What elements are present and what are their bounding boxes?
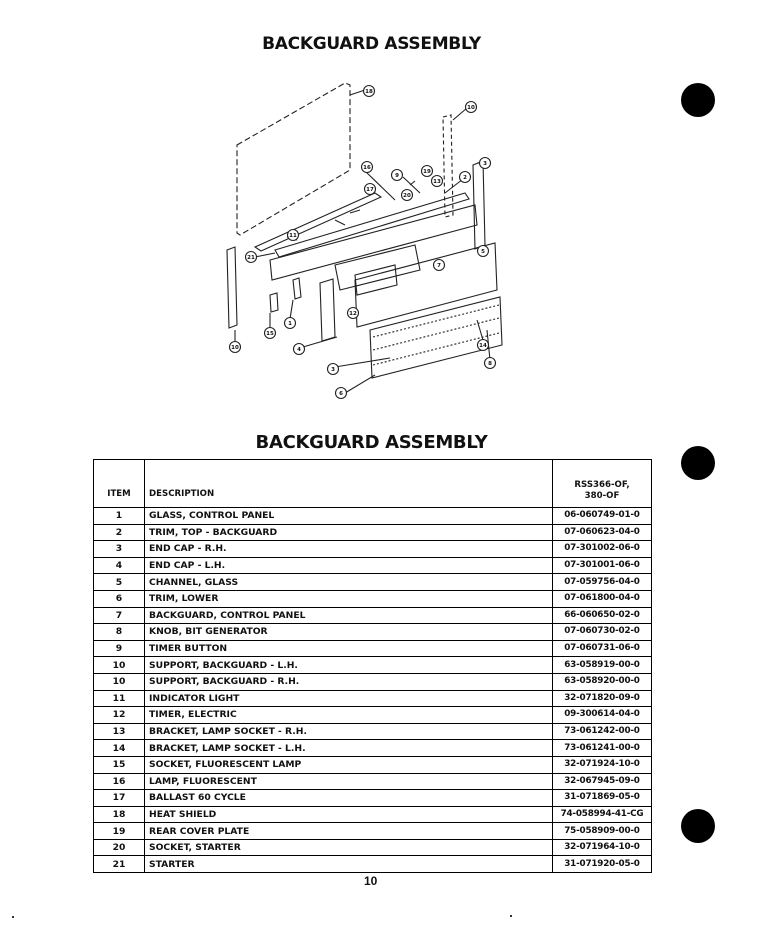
table-row [94,723,652,740]
table-row [94,773,652,790]
header-part-line1: RSS366-OF, [574,480,630,490]
cell-description: HEAT SHIELD [145,806,553,823]
cell-part-number: 73-061241-00-0 [553,740,652,757]
cell-item: 6 [94,590,145,607]
cell-part-number: 74-058994-41-CG [553,806,652,823]
cell-description: BRACKET, LAMP SOCKET - L.H. [145,740,553,757]
cell-item: 14 [94,740,145,757]
cell-part-number: 07-061800-04-0 [553,590,652,607]
callout-19-label: 19 [423,169,431,176]
cell-description: END CAP - L.H. [145,557,553,574]
cell-description: BRACKET, LAMP SOCKET - R.H. [145,723,553,740]
cell-description: BACKGUARD, CONTROL PANEL [145,607,553,624]
table-row [94,640,652,657]
header-description: DESCRIPTION [145,460,553,508]
channel-glass [255,193,381,251]
callout-20-label: 20 [403,193,411,200]
callout-15-label: 15 [266,331,274,338]
exploded-assembly-diagram [215,75,515,405]
cell-item: 11 [94,690,145,707]
callout-11-label: 11 [289,233,297,240]
table-row [94,690,652,707]
callout-9-label: 9 [395,173,399,180]
table-row [94,756,652,773]
cell-part-number: 63-058920-00-0 [553,673,652,690]
cell-description: STARTER [145,856,553,873]
support-backguard-rh [443,115,453,217]
cell-description: CHANNEL, GLASS [145,574,553,591]
table-row [94,624,652,641]
table-row [94,839,652,856]
callout-8-label: 8 [488,361,492,368]
parts-table [93,459,652,873]
cell-item: 16 [94,773,145,790]
cell-description: REAR COVER PLATE [145,823,553,840]
callout-6-label: 6 [339,391,343,398]
table-row [94,607,652,624]
table-row [94,823,652,840]
cell-description: LAMP, FLUORESCENT [145,773,553,790]
cell-description: SOCKET, STARTER [145,839,553,856]
cell-item: 3 [94,541,145,558]
page-number: 10 [364,874,378,888]
cell-part-number: 31-071869-05-0 [553,790,652,807]
table-row [94,574,652,591]
table-row [94,541,652,558]
table-row [94,524,652,541]
socket-fluorescent [293,278,301,299]
cell-part-number: 75-058909-00-0 [553,823,652,840]
callout-2-label: 2 [463,175,467,182]
cell-part-number: 32-071820-09-0 [553,690,652,707]
cell-part-number: 09-300614-04-0 [553,707,652,724]
cell-part-number: 32-071924-10-0 [553,756,652,773]
callout-17-label: 17 [366,187,374,194]
cell-part-number: 07-301001-06-0 [553,557,652,574]
cell-description: TRIM, LOWER [145,590,553,607]
cell-part-number: 32-067945-09-0 [553,773,652,790]
table-row [94,557,652,574]
cell-description: KNOB, BIT GENERATOR [145,624,553,641]
cell-description: BALLAST 60 CYCLE [145,790,553,807]
cell-item: 4 [94,557,145,574]
table-row [94,590,652,607]
backguard-control-panel [355,243,497,327]
cell-item: 1 [94,508,145,525]
cell-item: 8 [94,624,145,641]
scan-speck [12,916,14,918]
cell-item: 19 [94,823,145,840]
cell-part-number: 06-060749-01-0 [553,508,652,525]
cell-item: 17 [94,790,145,807]
cell-item: 7 [94,607,145,624]
table-header-row [94,460,652,508]
table-row [94,806,652,823]
callout-13-label: 13 [433,179,441,186]
cell-description: SUPPORT, BACKGUARD - L.H. [145,657,553,674]
table-title: BACKGUARD ASSEMBLY [255,432,488,453]
cell-item: 21 [94,856,145,873]
header-part-number [553,460,652,508]
table-row [94,707,652,724]
support-backguard-lh [227,247,237,328]
header-item: ITEM [94,460,145,508]
end-cap-lh [320,279,335,341]
table-row [94,856,652,873]
table-row [94,740,652,757]
cell-item: 2 [94,524,145,541]
table-row [94,673,652,690]
cell-item: 10 [94,673,145,690]
cell-part-number: 73-061242-00-0 [553,723,652,740]
bracket-lamp-socket [270,293,278,312]
cell-description: SOCKET, FLUORESCENT LAMP [145,756,553,773]
callout-10-label: 10 [467,105,475,112]
cell-part-number: 07-060730-02-0 [553,624,652,641]
cell-description: TIMER, ELECTRIC [145,707,553,724]
cell-part-number: 07-060623-04-0 [553,524,652,541]
scan-speck [510,915,512,917]
cell-part-number: 07-060731-06-0 [553,640,652,657]
cell-part-number: 07-059756-04-0 [553,574,652,591]
binder-hole-bottom [681,809,715,843]
cell-part-number: 32-071964-10-0 [553,839,652,856]
cell-item: 9 [94,640,145,657]
cell-description: GLASS, CONTROL PANEL [145,508,553,525]
callout-3b-label: 3 [331,367,335,374]
callout-21-label: 21 [247,255,255,262]
cell-item: 12 [94,707,145,724]
cell-description: END CAP - R.H. [145,541,553,558]
callout-18-label: 18 [365,89,373,96]
table-row [94,657,652,674]
callout-10b-label: 10 [231,345,239,352]
cell-item: 13 [94,723,145,740]
cell-description: INDICATOR LIGHT [145,690,553,707]
cell-description: TIMER BUTTON [145,640,553,657]
binder-hole-top [681,83,715,117]
table-row [94,790,652,807]
cell-description: TRIM, TOP - BACKGUARD [145,524,553,541]
header-part-line2: 380-OF [584,491,620,501]
callout-12-label: 12 [349,311,357,318]
callout-7-label: 7 [437,263,441,270]
callout-5-label: 5 [481,249,485,256]
callout-1-label: 1 [288,321,292,328]
cell-part-number: 63-058919-00-0 [553,657,652,674]
cell-item: 18 [94,806,145,823]
table-row [94,508,652,525]
callout-16-label: 16 [363,165,371,172]
cell-item: 15 [94,756,145,773]
callout-4-label: 4 [297,347,301,354]
cell-item: 10 [94,657,145,674]
cell-part-number: 31-071920-05-0 [553,856,652,873]
cell-part-number: 07-301002-06-0 [553,541,652,558]
cell-description: SUPPORT, BACKGUARD - R.H. [145,673,553,690]
cell-item: 5 [94,574,145,591]
callout-3-label: 3 [483,161,487,168]
cell-part-number: 66-060650-02-0 [553,607,652,624]
cell-item: 20 [94,839,145,856]
callout-14-label: 14 [479,343,487,350]
page-title: BACKGUARD ASSEMBLY [262,34,481,54]
